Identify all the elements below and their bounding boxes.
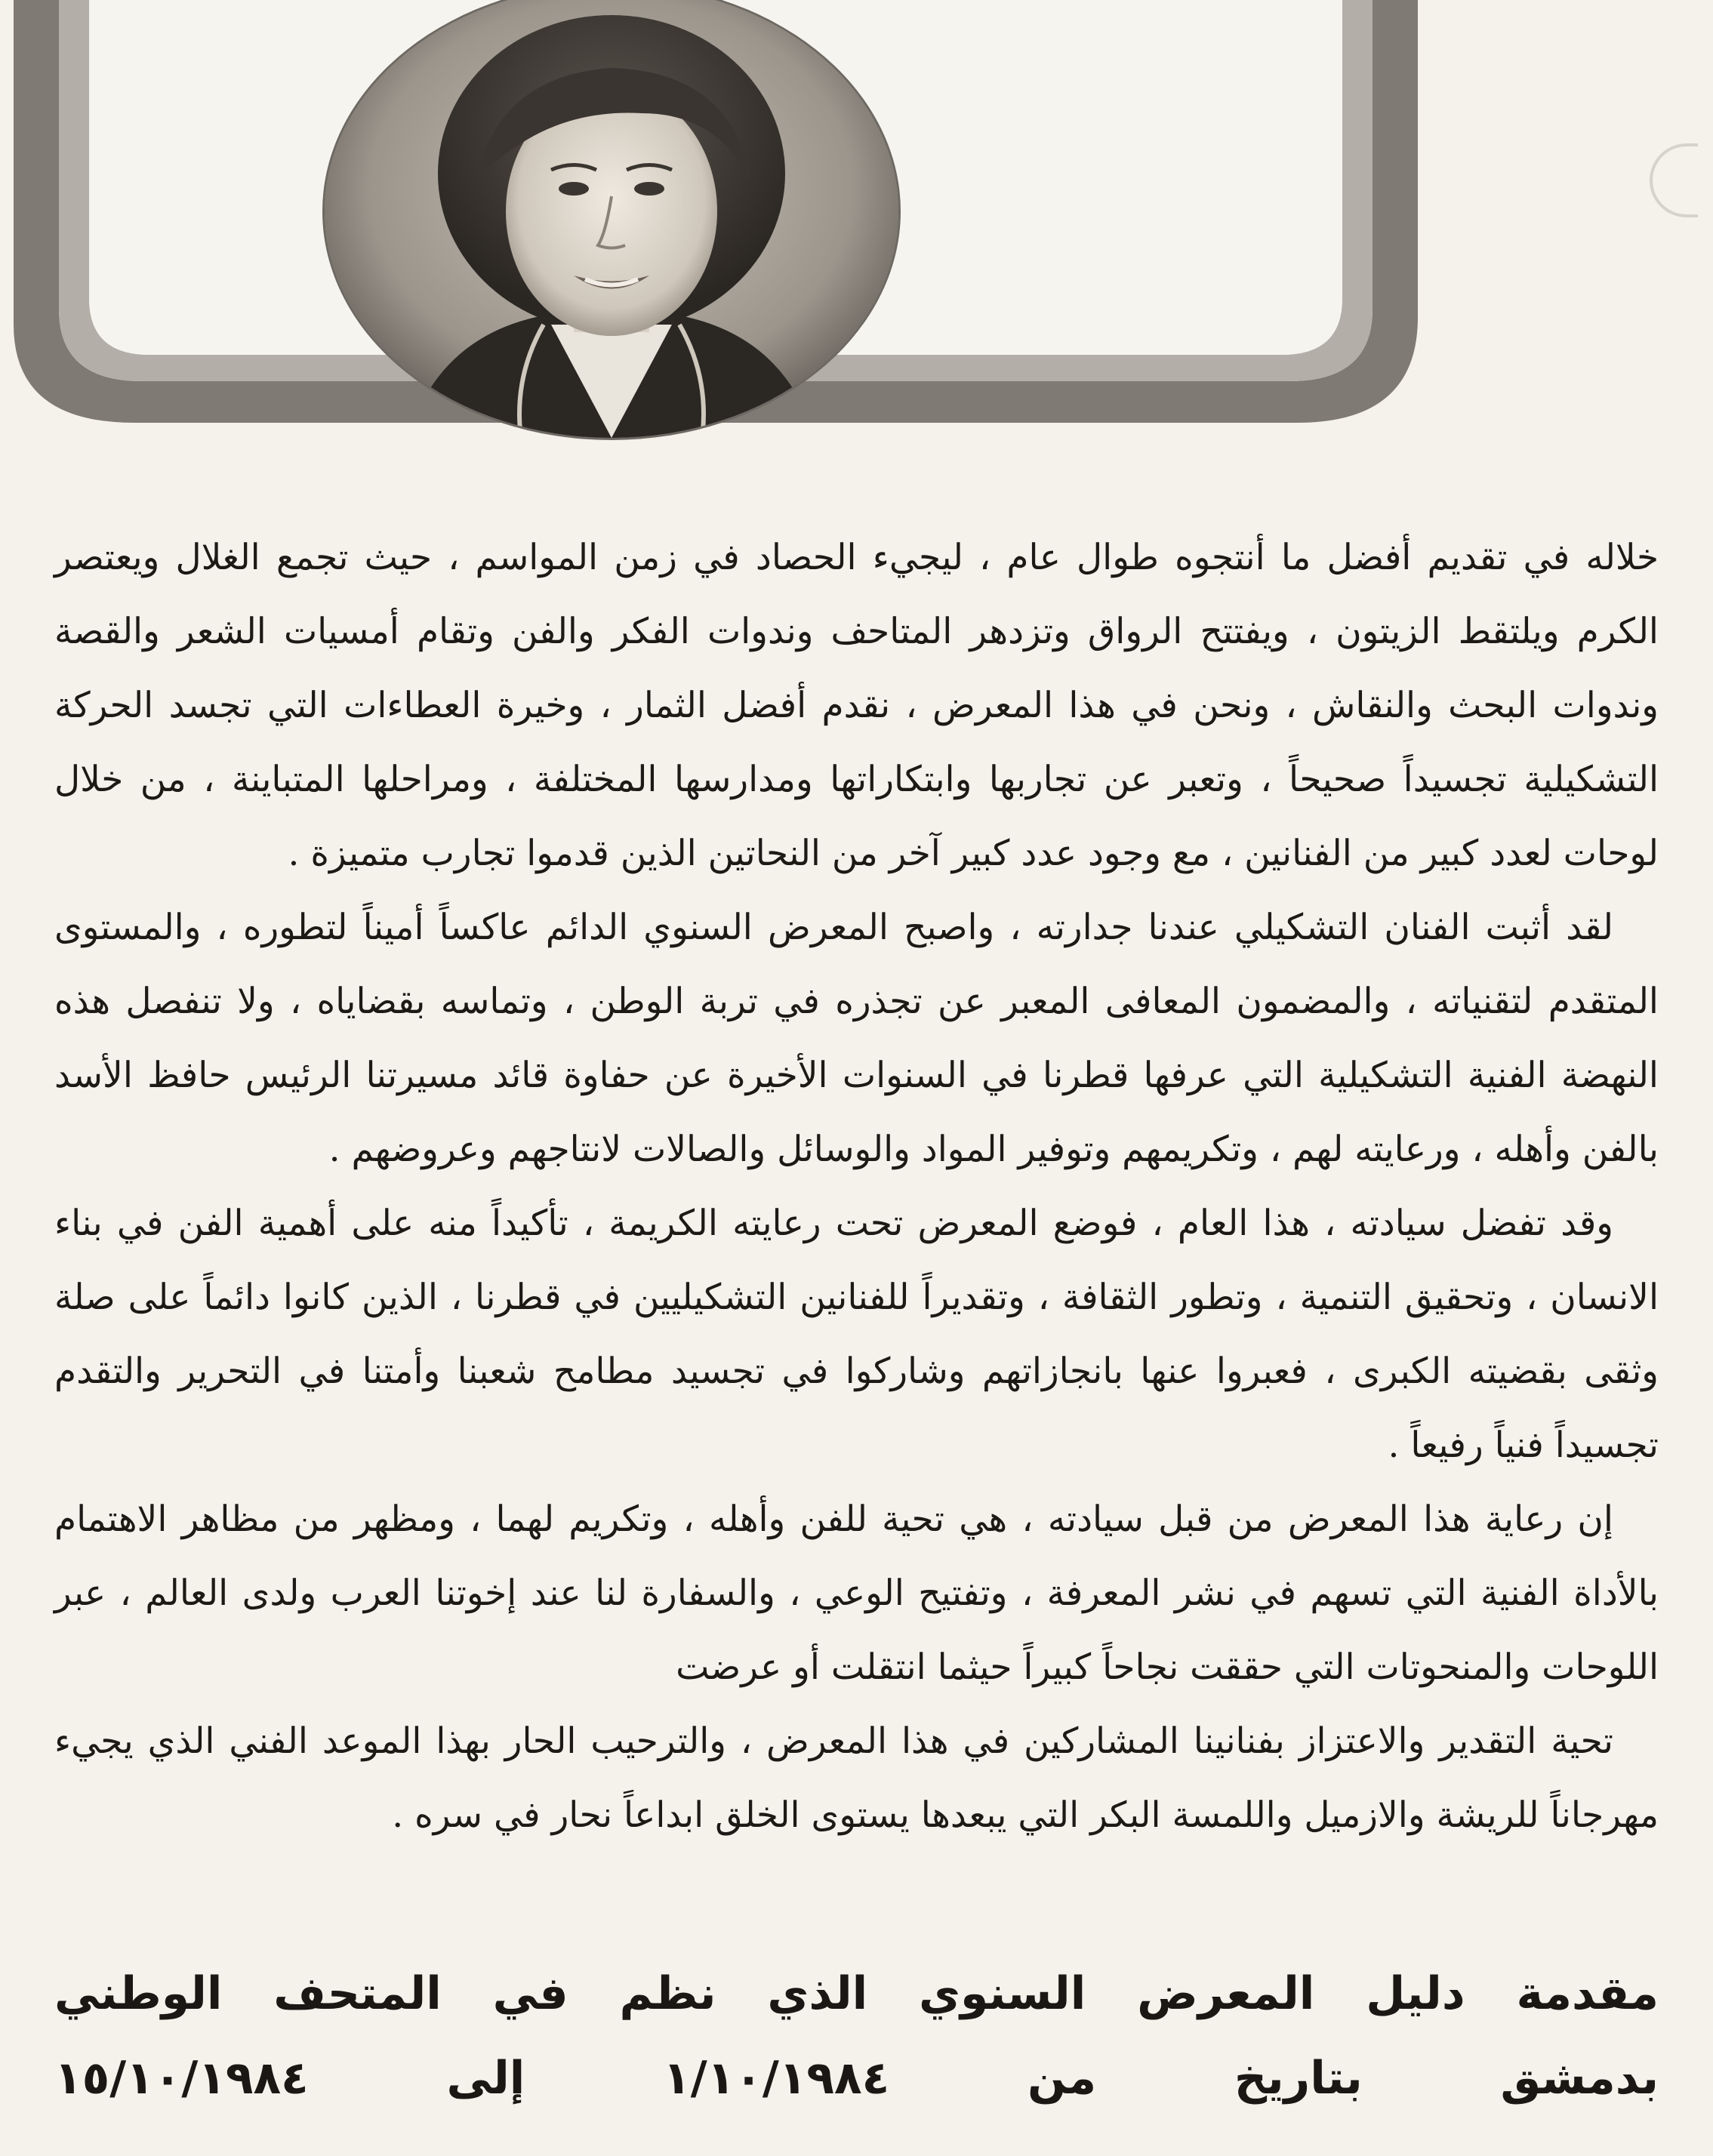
paragraph: خلاله في تقديم أفضل ما أنتجوه طوال عام ، ليجيء الحصاد في زمن المواسم ، حيث تجمع الغلال ويعتصر الكرم ويلتقط الزيتون ، ويفتتح الرواق وتزدهر المتاحف وندوات الفكر والفن وتقام أمسيات الشعر والقصة وندوات البحث والنقاش ، ونحن في هذا المعرض ، نقدم أفضل الثمار ، وخيرة العطاءات التي تجسد الحركة التشكيلية تجسيداً صحيحاً ، وتعبر عن تجاربها وابتكاراتها ومدارسها المختلفة ، ومراحلها المتباينة ، من خلال لوحات لعدد كبير من الفنانين ، مع وجود عدد كبير آخر من النحاتين الذين قدموا تجارب متميزة . xyxy=(54,537,1659,874)
page-corner-mark xyxy=(1650,143,1698,217)
paragraph: وقد تفضل سيادته ، هذا العام ، فوضع المعرض تحت رعايته الكريمة ، تأكيداً منه على أهمية الفن في بناء الانسان ، وتحقيق التنمية ، وتطور الثقافة ، وتقديراً للفنانين التشكيليين في قطرنا ، الذين كانوا دائماً على صلة وثقى بقضيته الكبرى ، فعبروا عنها بانجازاتهم وشاركوا في تجسيد مطامح شعبنا وأمتنا في التحرير والتقدم تجسيداً فنياً رفيعاً . xyxy=(54,1203,1659,1466)
caption-line-1: مقدمة دليل المعرض السنوي الذي نظم في المتحف الوطني xyxy=(54,1967,1659,2020)
paragraph: لقد أثبت الفنان التشكيلي عندنا جدارته ، واصبح المعرض السنوي الدائم عاكساً أميناً لتطوره ، والمستوى المتقدم لتقنياته ، والمضمون المعافى المعبر عن تجذره في تربة الوطن ، وتماسه بقضاياه ، ولا تنفصل هذه النهضة الفنية التشكيلية التي عرفها قطرنا في السنوات الأخيرة عن حفاوة قائد مسيرتنا الرئيس حافظ الأسد بالفن وأهله ، ورعايته لهم ، وتكريمهم وتوفير المواد والوسائل والصالات لانتاجهم وعروضهم . xyxy=(54,907,1659,1170)
caption-line-2: بدمشق بتاريخ من ١/١٠/١٩٨٤ إلى ١٥/١٠/١٩٨٤ xyxy=(54,2052,1659,2105)
article-body xyxy=(54,521,1659,1853)
portrait-illustration xyxy=(325,0,898,438)
paragraph: تحية التقدير والاعتزاز بفنانينا المشاركين في هذا المعرض ، والترحيب الحار بهذا الموعد الفني الذي يجيء مهرجاناً للريشة والازميل واللمسة البكر التي يبعدها يستوى الخلق ابداعاً نحار في سره . xyxy=(54,1720,1659,1836)
caption xyxy=(54,1951,1659,2121)
portrait-photo xyxy=(325,0,898,438)
paragraph: إن رعاية هذا المعرض من قبل سيادته ، هي تحية للفن وأهله ، وتكريم لهما ، ومظهر من مظاهر الاهتمام بالأداة الفنية التي تسهم في نشر المعرفة ، وتفتيح الوعي ، والسفارة لنا عند إخوتنا العرب ولدى العالم ، عبر اللوحات والمنحوتات التي حققت نجاحاً كبيراً حيثما انتقلت أو عرضت xyxy=(54,1498,1659,1688)
